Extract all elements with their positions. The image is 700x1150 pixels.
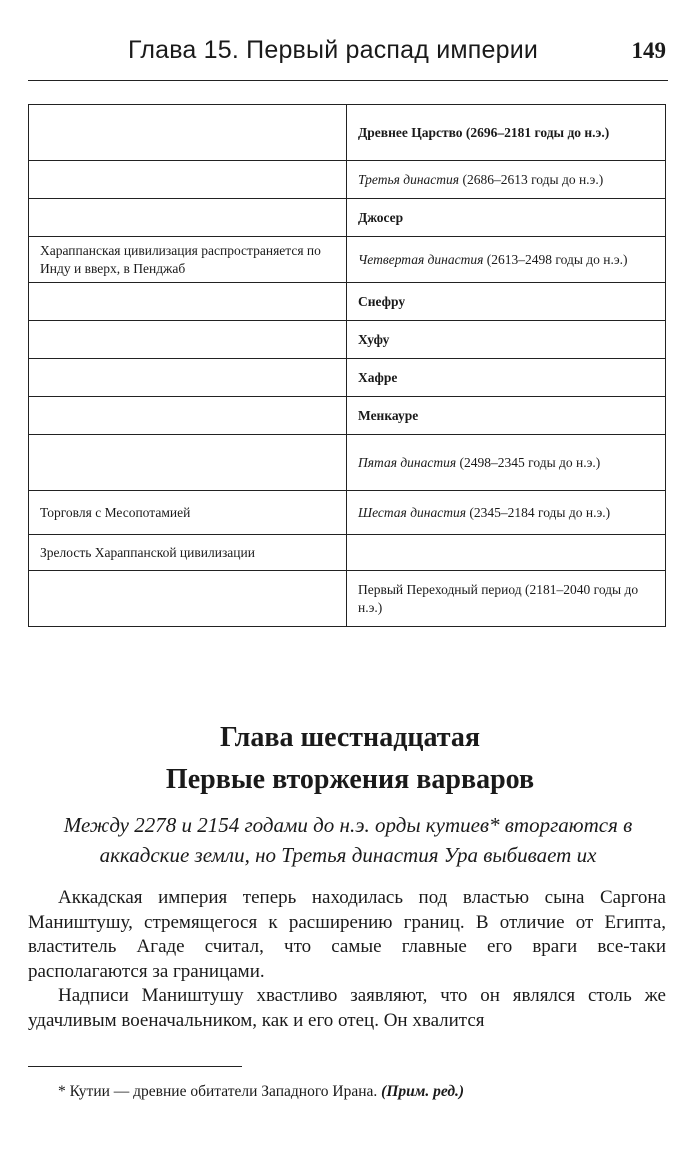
table-cell-region <box>29 321 347 359</box>
chronology-table <box>28 104 666 627</box>
table-cell-region <box>29 359 347 397</box>
egypt-period-label: Третья династия <box>358 171 460 187</box>
egypt-period-dates: (2498–2345 годы до н.э.) <box>456 454 601 470</box>
body-paragraph: Аккадская империя теперь находилась под властью сына Саргона Маништушу, стремящегося к расширению границ. В отличие от Египта, властитель Агаде считал, что самые главные его враги все-таки располагаются за границами. <box>28 887 666 982</box>
table-cell-egypt <box>347 161 666 199</box>
table-row <box>29 237 666 283</box>
table-row <box>29 161 666 199</box>
table-cell-egypt <box>347 397 666 435</box>
footnote-text: * Кутии — древние обитатели Западного Ирана. <box>58 1083 382 1100</box>
egypt-period-label: Джосер <box>358 209 404 225</box>
table-cell-region: Торговля с Месопотамией <box>29 491 347 535</box>
table-cell-region: Хараппанская цивилизация распространяется по Инду и вверх, в Пенджаб <box>29 237 347 283</box>
table-row <box>29 435 666 491</box>
table-cell-egypt <box>347 535 666 571</box>
egypt-period-label: Первый Переходный период (2181–2040 годы до н.э.) <box>358 581 639 615</box>
egypt-period-dates: (2345–2184 годы до н.э.) <box>466 504 611 520</box>
table-cell-egypt <box>347 283 666 321</box>
egypt-period-dates: (2686–2613 годы до н.э.) <box>459 171 604 187</box>
running-chapter-title: Глава 15. Первый распад империи <box>128 36 539 64</box>
table-cell-egypt <box>347 199 666 237</box>
table-cell-egypt <box>347 491 666 535</box>
page-header <box>28 30 668 81</box>
egypt-period-label: Пятая династия <box>358 454 457 470</box>
table-row <box>29 283 666 321</box>
footnote-editor-note: (Прим. ред.) <box>381 1083 465 1100</box>
body-text <box>28 886 666 1033</box>
table-cell-region <box>29 397 347 435</box>
table-row <box>29 105 666 161</box>
table-cell-region <box>29 283 347 321</box>
egypt-period-label: Древнее Царство (2696–2181 годы до н.э.) <box>358 124 610 140</box>
page-number: 149 <box>631 38 666 63</box>
chapter-summary: Между 2278 и 2154 годами до н.э. орды кутиев* вторгаются в аккадские земли, но Третья династия Ура выбивает их <box>63 813 633 867</box>
table-cell-egypt <box>347 105 666 161</box>
table-cell-region <box>29 161 347 199</box>
table-cell-region <box>29 199 347 237</box>
egypt-period-dates: (2613–2498 годы до н.э.) <box>483 251 628 267</box>
table-cell-region <box>29 435 347 491</box>
table-row <box>29 359 666 397</box>
chapter-number-heading: Глава шестнадцатая <box>219 722 481 753</box>
table-cell-egypt <box>347 359 666 397</box>
table-row <box>29 535 666 571</box>
table-row <box>29 571 666 627</box>
table-cell-region <box>29 105 347 161</box>
egypt-period-label: Хуфу <box>358 331 390 347</box>
egypt-period-label: Четвертая династия <box>358 251 484 267</box>
table-row <box>29 491 666 535</box>
table-cell-egypt <box>347 237 666 283</box>
table-cell-egypt <box>347 321 666 359</box>
footnote-divider <box>28 1066 242 1067</box>
egypt-period-label: Менкауре <box>358 407 419 423</box>
table-cell-region: Зрелость Хараппанской цивилизации <box>29 535 347 571</box>
egypt-period-label: Снефру <box>358 293 406 309</box>
table-cell-egypt <box>347 571 666 627</box>
table-row <box>29 199 666 237</box>
footnote <box>58 1083 464 1101</box>
table-cell-egypt <box>347 435 666 491</box>
egypt-period-label: Шестая династия <box>358 504 466 520</box>
table-cell-region <box>29 571 347 627</box>
chronology-table-body <box>29 105 666 627</box>
body-paragraph: Надписи Маништушу хвастливо заявляют, что он являлся столь же удачливым военачальником, как и его отец. Он хвалится <box>28 985 666 1031</box>
egypt-period-label: Хафре <box>358 369 398 385</box>
table-row <box>29 397 666 435</box>
table-row <box>29 321 666 359</box>
chapter-title: Первые вторжения варваров <box>165 764 535 795</box>
